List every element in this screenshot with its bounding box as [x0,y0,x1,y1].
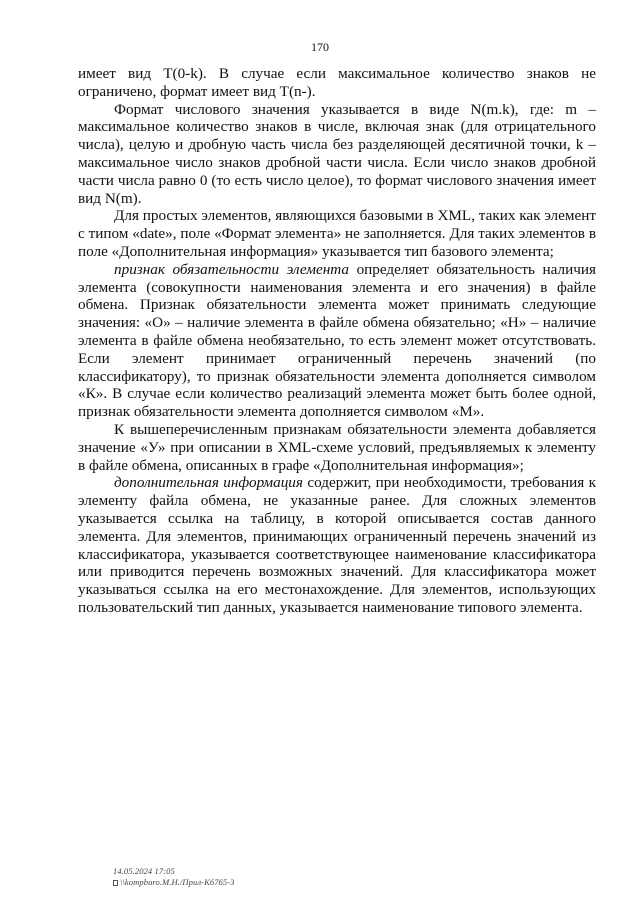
paragraph [78,261,596,421]
footer-path: \\kompburo.M.H./Прил-К6765-3 [120,877,235,887]
term-emphasis: признак обязательности элемента [114,260,349,278]
paragraph [78,421,596,474]
paragraph-text: определяет обязательность наличия элемента (совокупности наименования элемента и его значения) в файле обмена. Признак обязательности элемента может принимать следующие значения: «О» – наличие элемента в файле обмена обязательно; «Н» – наличие элемента в файле обмена необязательно, то есть элемент может отсутствовать. Если элемент принимает ограниченный перечень значений (по классификатору), то признак обязательности элемента дополняется символом «К». В случае если количество реализаций элемента может быть более одной, признак обязательности элемента дополняется символом «М». [78,260,596,421]
term-emphasis: дополнительная информация [114,474,303,492]
document-body [78,65,596,617]
paragraph-text: Формат числового значения указывается в виде N(m.k), где: m – максимальное количество знаков в числе, включая знак (для отрицательного числа), целую и дробную часть числа без разделяющей десятичной точки, k – максимальное число знаков дробной части числа. Если число знаков дробной части числа равно 0 (то есть число целое), то формат числового значения имеет вид N(m). [78,100,596,207]
paragraph [78,65,596,101]
footer-timestamp: 14.05.2024 17:05 [113,866,175,876]
footer-path-line [113,877,235,888]
document-footer [113,866,235,888]
paragraph-text: имеет вид T(0-k). В случае если максимальное количество знаков не ограничено, формат имеет вид T(n-). [78,65,596,100]
paragraph-text: К вышеперечисленным признакам обязательности элемента добавляется значение «У» при описании в XML-схеме условий, предъявляемых к элементу в файле обмена, описанных в графе «Дополнительная информация»; [78,420,596,474]
page-number: 170 [311,40,329,54]
document-icon [113,880,118,886]
paragraph [78,474,596,616]
paragraph [78,101,596,208]
paragraph-text: Для простых элементов, являющихся базовыми в XML, таких как элемент с типом «date», поле «Формат элемента» не заполняется. Для таких элементов в поле «Дополнительная информация» указывается тип базового элемента; [78,207,596,260]
paragraph-text: содержит, при необходимости, требования к элементу файла обмена, не указанные ранее. Для сложных элементов указывается ссылка на таблицу, в которой описывается состав данного элемента. Для элементов, принимающих ограниченный перечень значений из классификатора, указывается соответствующее наименование классификатора или приводится перечень возможных значений. Для классификатора может указываться ссылка на его местонахождение. Для элементов, использующих пользовательский тип данных, указывается наименование типового элемента. [78,474,596,616]
paragraph [78,207,596,260]
